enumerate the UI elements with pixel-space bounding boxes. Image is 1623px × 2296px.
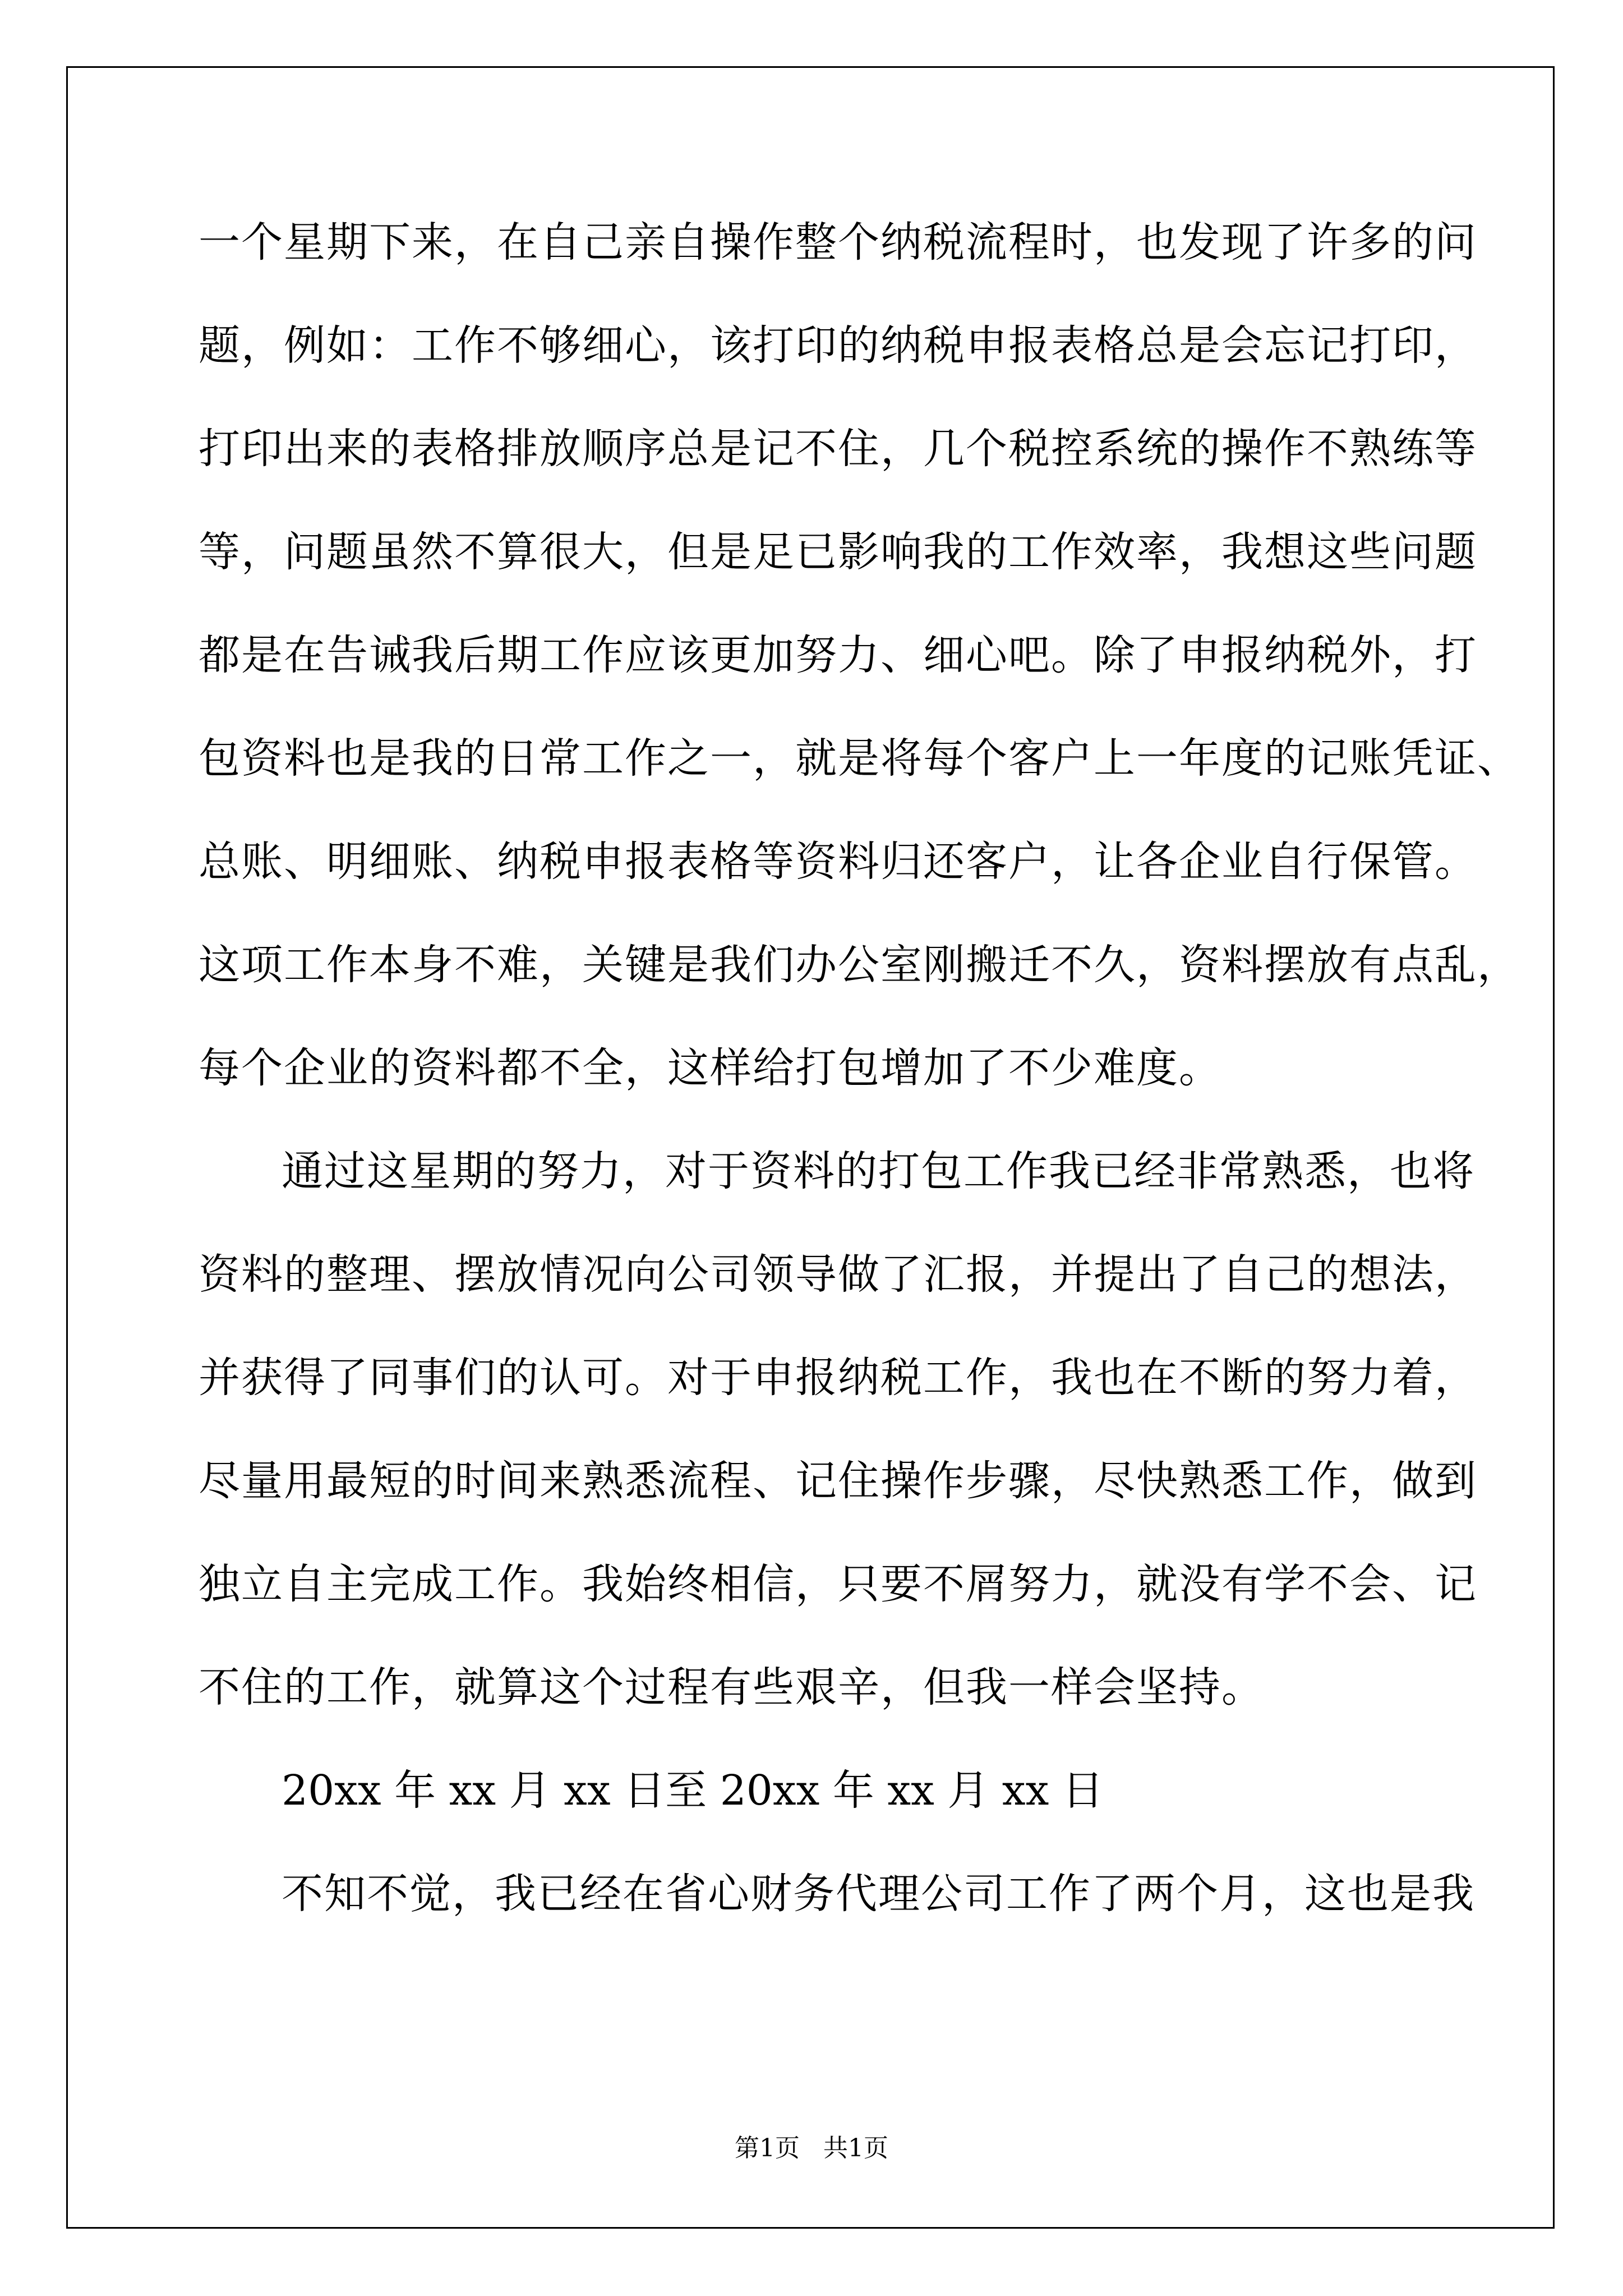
paragraph-line: 题，例如：工作不够细心，该打印的纳税申报表格总是会忘记打印， — [199, 321, 1477, 370]
paragraph-line: 每个企业的资料都不全，这样给打包增加了不少难度。 — [199, 1044, 1221, 1092]
paragraph-line: 独立自主完成工作。我始终相信，只要不屑努力，就没有学不会、记 — [199, 1560, 1477, 1608]
date-range-line: 20xx 年 xx 月 xx 日至 20xx 年 xx 月 xx 日 — [282, 1766, 1104, 1815]
paragraph-line: 打印出来的表格排放顺序总是记不住，几个税控系统的操作不熟练等 — [199, 425, 1477, 473]
paragraph-line: 并获得了同事们的认可。对于申报纳税工作，我也在不断的努力着， — [199, 1354, 1477, 1402]
paragraph-line: 都是在告诫我后期工作应该更加努力、细心吧。除了申报纳税外，打 — [199, 631, 1477, 679]
page-footer: 第1页 共1页 — [735, 2134, 888, 2162]
paragraph-line: 这项工作本身不难，关键是我们办公室刚搬迁不久，资料摆放有点乱， — [199, 941, 1520, 989]
paragraph-line: 一个星期下来，在自己亲自操作整个纳税流程时，也发现了许多的问 — [199, 218, 1477, 266]
paragraph-line: 等，问题虽然不算很大，但是足已影响我的工作效率，我想这些问题 — [199, 528, 1477, 576]
paragraph-line: 总账、明细账、纳税申报表格等资料归还客户，让各企业自行保管。 — [199, 838, 1477, 886]
paragraph-line: 包资料也是我的日常工作之一，就是将每个客户上一年度的记账凭证、 — [199, 734, 1520, 783]
paragraph-line: 资料的整理、摆放情况向公司领导做了汇报，并提出了自己的想法， — [199, 1250, 1477, 1299]
paragraph-line: 通过这星期的努力，对于资料的打包工作我已经非常熟悉，也将 — [282, 1147, 1475, 1195]
paragraph-line: 尽量用最短的时间来熟悉流程、记住操作步骤，尽快熟悉工作，做到 — [199, 1457, 1477, 1505]
paragraph-line: 不知不觉，我已经在省心财务代理公司工作了两个月，这也是我 — [282, 1870, 1475, 1918]
paragraph-line: 不住的工作，就算这个过程有些艰辛，但我一样会坚持。 — [199, 1663, 1264, 1711]
